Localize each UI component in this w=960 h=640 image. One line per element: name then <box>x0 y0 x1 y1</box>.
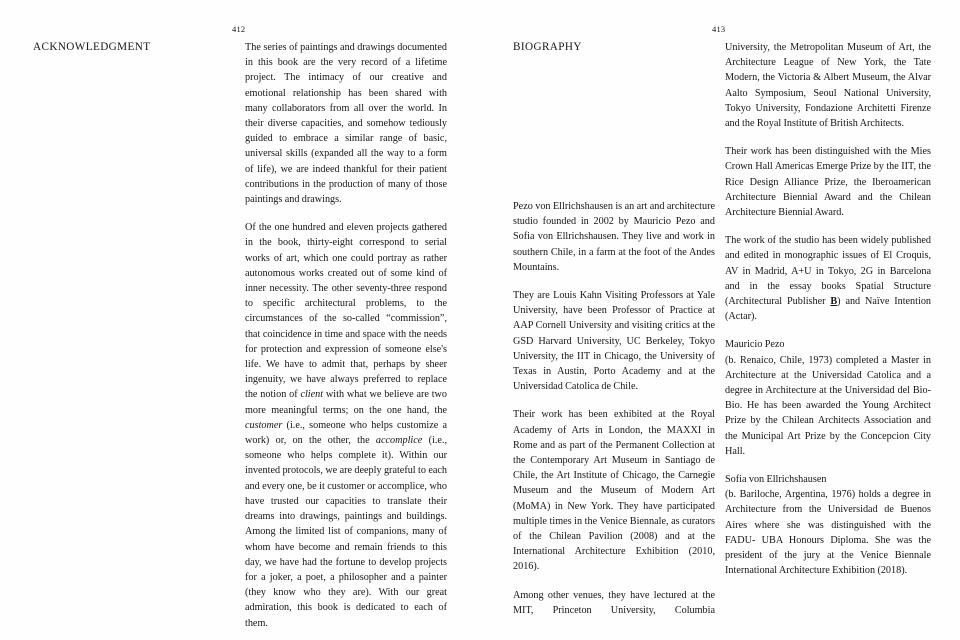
page-number-left: 412 <box>232 24 246 34</box>
biography-heading: BIOGRAPHY <box>513 41 582 53</box>
paragraph: Mauricio Pezo (b. Renaico, Chile, 1973) completed a Master in Architecture at the Universidad Catolica and a degree in Architecture at the Universidad del Bio-Bio. He has been awarded the Young Architect Prize by the Chilean Architects Association and the Municipal Art Prize by the Concepcion City Hall. <box>725 339 931 457</box>
paragraph: Among other venues, they have lectured at the MIT, Princeton University, Columbia <box>513 589 715 616</box>
page-number-right: 413 <box>712 24 726 34</box>
paragraph: The series of paintings and drawings documented in this book are the very record of a lifetime project. The intimacy of our creative and emotional relationship has been shared with many collaborators from all over the world. In their diverse capacities, and somehow tediously guided to embrace a similar range of basic, universal skills (expanded all the way to a form of life), we are indeed thankful for their patient contributions in the production of many of those paintings and drawings. <box>245 42 447 206</box>
biography-text-column-outer <box>725 40 931 579</box>
paragraph: Pezo von Ellrichshausen is an art and architecture studio founded in 2002 by Mauricio Pezo and Sofia von Ellrichshausen. They live and work in southern Chile, in a farm at the foot of the Andes Mountains. <box>513 201 715 273</box>
paragraph: Their work has been distinguished with the Mies Crown Hall Americas Emerge Prize by the IIT, the Rice Design Alliance Prize, the Iberoamerican Architecture Biennial Award and the Chilean Architecture Biennial Award. <box>725 146 931 219</box>
paragraph: The work of the studio has been widely published and edited in monographic issues of El Croquis, AV in Madrid, A+U in Tokyo, 2G in Barcelona and in the essay books Spatial Structure (Architectural Publisher B) and Naïve Intention (Actar). <box>725 235 932 323</box>
paragraph: University, the Metropolitan Museum of Art, the Architecture League of New York, the Tate Modern, the Victoria & Albert Museum, the Alvar Aalto Symposium, Seoul National University, Tokyo University, Fondazione Architetti Firenze and the Royal Institute of British Architects. <box>725 42 931 130</box>
paragraph: Sofia von Ellrichshausen (b. Bariloche, Argentina, 1976) holds a degree in Architecture from the Universidad de Buenos Aires where she was distinguished with the FADU- UBA Honours Diploma. She was the president of the jury at the Venice Biennale International Architecture Exhibition (2018). <box>725 474 931 577</box>
paragraph: Of the one hundred and eleven projects gathered in the book, thirty-eight correspond to serial works of art, which one could portray as rather autonomous works created out of some kind of inner necessity. The other seventy-three respond to specific architectural problems, to the circumstances of the so-called “commission”, that coincidence in time and space with the needs for protection and expression of someone else's life. We have to admit that, perhaps by sheer ingenuity, we have always preferred to replace the notion of client with what we believe are two more meaningful terms; on the one hand, the customer (i.e., someone who helps customize a work) or, on the other, the accomplice (i.e., someone who helps complete it). Within our invented protocols, we are deeply grateful to each and every one, be it customer or accomplice, who have trusted our capacities to translate their dreams into drawings, paintings and buildings. Among the limited list of companions, many of whom have become and remain friends to this day, we have had the fortune to develop projects for a joker, a poet, a philosopher and a painter (they know who they are). With our great admiration, this book is dedicated to each of them. <box>245 222 448 629</box>
biography-text-column-inner <box>513 199 715 618</box>
page-biography <box>480 0 960 640</box>
paragraph: Their work has been exhibited at the Royal Academy of Arts in London, the MAXXI in Rome and as part of the Permanent Collection at the Contemporary Art Museum in Santiago de Chile, the Art Institute of Chicago, the Carnegie Museum and the Museum of Modern Art (MoMA) in New York. They have participated multiple times in the Venice Biennale, as curators of the Chilean Pavilion (2008) and at the International Architecture Exhibition (2010, 2016). <box>513 409 715 573</box>
acknowledgment-text-column <box>245 40 447 631</box>
paragraph: They are Louis Kahn Visiting Professors at Yale University, have been Professor of Practice at AAP Cornell University and visiting critics at the GSD Harvard University, UC Berkeley, Tokyo University, the IIT in Chicago, the University of Texas in Austin, Porto Academy and at the Universidad Catolica de Chile. <box>513 290 715 393</box>
acknowledgment-heading: ACKNOWLEDGMENT <box>33 41 151 53</box>
